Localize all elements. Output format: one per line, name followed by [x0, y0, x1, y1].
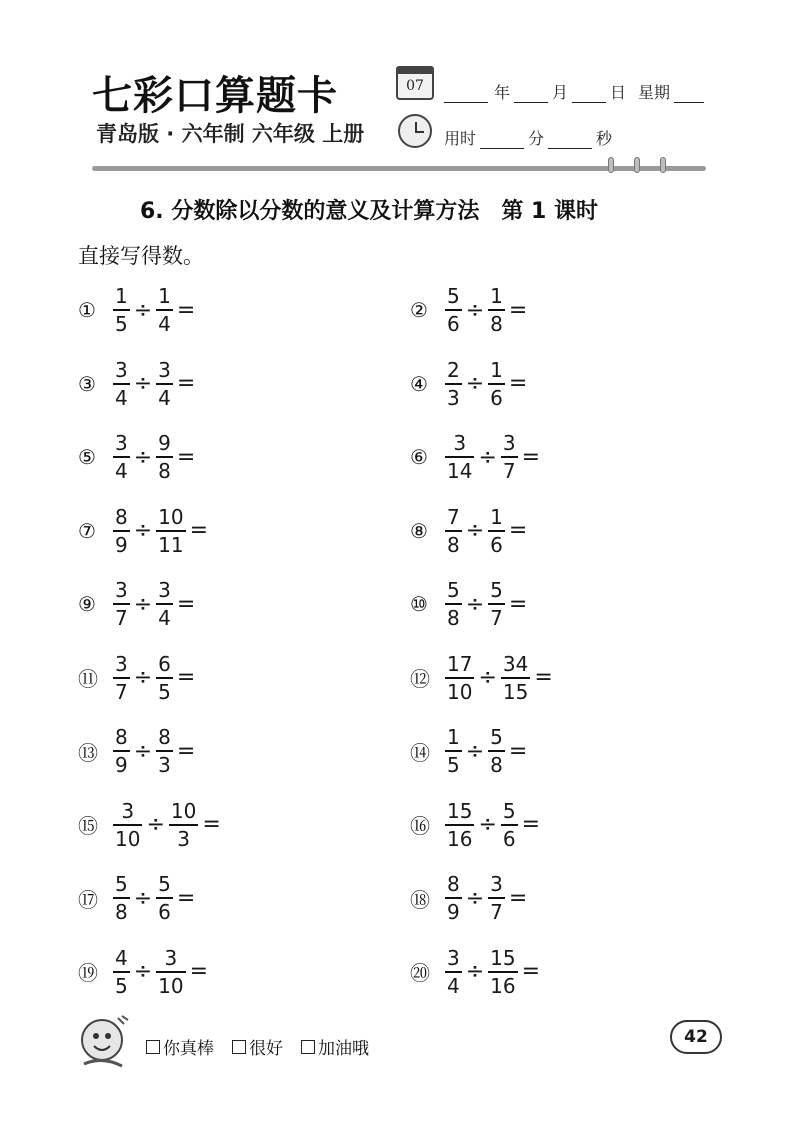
fraction-bar — [113, 309, 130, 311]
problem-number: ⑯ — [410, 814, 430, 838]
problem-number: ⑭ — [410, 740, 430, 765]
equals-sign: = — [508, 518, 528, 543]
fraction-bar — [445, 897, 462, 899]
fraction-bar — [113, 603, 130, 605]
fraction-dividend — [112, 284, 131, 336]
fraction-divisor — [487, 284, 506, 336]
numerator: 15 — [490, 945, 516, 970]
divide-sign: ÷ — [133, 665, 153, 690]
numerator: 3 — [115, 651, 128, 676]
fraction-dividend — [444, 284, 463, 336]
denominator: 6 — [490, 385, 503, 410]
fraction-bar — [445, 530, 462, 532]
denominator: 8 — [447, 532, 460, 557]
denominator: 4 — [158, 606, 171, 630]
denominator: 4 — [447, 973, 460, 998]
second-blank[interactable] — [548, 133, 592, 149]
fraction-divisor — [500, 431, 519, 483]
divide-sign: ÷ — [465, 297, 485, 323]
fraction-bar — [156, 530, 185, 532]
fraction-bar — [169, 824, 198, 826]
problem-number: ④ — [410, 371, 428, 396]
fraction-bar — [488, 309, 505, 311]
binder-ring-icon — [634, 157, 640, 173]
denominator: 16 — [447, 826, 473, 851]
equals-sign: = — [508, 885, 528, 911]
divide-sign: ÷ — [478, 665, 497, 690]
binder-ring-icon — [608, 157, 614, 173]
denominator: 9 — [115, 753, 128, 777]
fraction-divisor — [500, 652, 531, 704]
problem-item — [78, 280, 195, 340]
numerator: 6 — [158, 651, 171, 676]
fraction-bar — [113, 677, 130, 679]
numerator: 1 — [158, 284, 171, 308]
problem-item — [410, 501, 527, 561]
fraction-dividend — [444, 872, 463, 924]
problem-item — [78, 354, 195, 414]
fraction-bar — [445, 824, 474, 826]
numerator: 17 — [447, 651, 473, 676]
denominator: 7 — [490, 900, 503, 924]
equals-sign: = — [176, 444, 196, 470]
edition-label: 青岛版 · 六年制 六年级 上册 — [96, 122, 365, 146]
equals-sign: = — [508, 738, 528, 764]
fraction-divisor — [487, 946, 518, 998]
minute-blank[interactable] — [480, 133, 524, 149]
fraction-bar — [156, 383, 173, 385]
problem-number: ⑪ — [78, 667, 98, 691]
rating-label: 加油哦 — [318, 1039, 369, 1059]
numerator: 9 — [158, 431, 171, 455]
rating-option-great[interactable] — [146, 1034, 214, 1059]
fraction-bar — [156, 309, 173, 311]
fraction-bar — [156, 603, 173, 605]
fraction-divisor — [168, 799, 199, 851]
rating-option-keep-going[interactable] — [301, 1034, 369, 1059]
problem-number: ② — [410, 298, 428, 322]
denominator: 8 — [115, 900, 128, 924]
fraction-bar — [113, 530, 130, 532]
problem-item — [78, 574, 195, 634]
problem-item — [78, 648, 195, 708]
month-blank[interactable] — [514, 87, 548, 103]
fraction-bar — [113, 383, 130, 385]
fraction-bar — [445, 603, 462, 605]
fraction-dividend — [112, 652, 131, 704]
fraction-dividend — [112, 725, 131, 777]
problem-number: ③ — [78, 371, 96, 396]
numerator: 8 — [115, 725, 128, 749]
fraction-divisor — [155, 284, 174, 336]
problem-item — [78, 427, 195, 487]
numerator: 3 — [164, 945, 178, 970]
fraction-dividend — [112, 431, 131, 483]
denominator: 15 — [502, 679, 529, 704]
clock-icon — [398, 114, 432, 148]
month-label: 月 — [552, 83, 569, 102]
numerator: 7 — [447, 504, 460, 529]
equals-sign: = — [508, 297, 528, 323]
problem-item — [410, 721, 527, 781]
denominator: 7 — [502, 459, 516, 483]
numerator: 4 — [115, 945, 128, 970]
problem-number: ⑰ — [78, 887, 98, 912]
numerator: 5 — [158, 872, 171, 896]
divide-sign: ÷ — [465, 885, 485, 911]
problem-item — [410, 795, 540, 855]
numerator: 1 — [447, 725, 460, 749]
problem-item — [410, 942, 540, 1002]
divide-sign: ÷ — [478, 444, 497, 470]
fraction-bar — [445, 383, 462, 385]
numerator: 1 — [115, 284, 128, 308]
fraction-dividend — [112, 505, 131, 557]
numerator: 5 — [447, 284, 460, 308]
fraction-dividend — [444, 358, 463, 410]
denominator: 9 — [447, 900, 460, 924]
fraction-bar — [113, 456, 130, 458]
numerator: 3 — [115, 431, 128, 455]
fraction-divisor — [500, 799, 519, 851]
problem-number: ⑫ — [410, 667, 430, 691]
fraction-divisor — [487, 505, 506, 557]
calendar-label: 07 — [406, 78, 424, 94]
numerator: 8 — [447, 872, 460, 896]
divide-sign: ÷ — [465, 591, 485, 617]
fraction-divisor — [155, 652, 174, 704]
numerator: 3 — [121, 798, 135, 823]
fraction-divisor — [487, 725, 506, 777]
divide-sign: ÷ — [133, 959, 153, 984]
equals-sign: = — [534, 665, 553, 690]
rating-label: 很好 — [249, 1039, 283, 1059]
denominator: 14 — [447, 459, 473, 483]
denominator: 10 — [447, 679, 473, 704]
fraction-dividend — [444, 725, 463, 777]
numerator: 34 — [502, 651, 529, 676]
second-label: 秒 — [596, 129, 613, 148]
equals-sign: = — [176, 371, 196, 396]
problem-item — [410, 648, 553, 708]
fraction-bar — [113, 824, 142, 826]
numerator: 1 — [490, 284, 503, 308]
fraction-bar — [156, 677, 173, 679]
denominator: 8 — [158, 459, 171, 483]
mascot-icon — [72, 1010, 136, 1074]
fraction-bar — [156, 750, 173, 752]
equals-sign: = — [189, 518, 209, 543]
equals-sign: = — [521, 444, 541, 470]
fraction-bar — [445, 456, 474, 458]
equals-sign: = — [508, 371, 528, 396]
fraction-bar — [488, 897, 505, 899]
problem-number: ⑬ — [78, 740, 98, 765]
equals-sign: = — [189, 959, 209, 984]
numerator: 3 — [447, 945, 460, 970]
week-label: 星期 — [638, 83, 671, 102]
numerator: 5 — [490, 578, 503, 602]
problem-number: ⑩ — [410, 592, 428, 616]
equals-sign: = — [176, 297, 196, 323]
divide-sign: ÷ — [465, 371, 485, 396]
problem-item — [410, 868, 527, 928]
fraction-bar — [113, 971, 130, 973]
denominator: 4 — [115, 459, 128, 483]
divide-sign: ÷ — [133, 297, 153, 323]
denominator: 8 — [490, 312, 503, 336]
equals-sign: = — [202, 812, 221, 837]
denominator: 3 — [177, 826, 190, 851]
fraction-bar — [488, 971, 517, 973]
numerator: 10 — [170, 798, 197, 823]
instruction: 直接写得数。 — [78, 244, 204, 268]
year-blank[interactable] — [444, 87, 488, 103]
calendar-icon — [396, 66, 434, 100]
denominator: 6 — [502, 826, 516, 851]
denominator: 9 — [115, 532, 128, 557]
fraction-bar — [156, 456, 173, 458]
equals-sign: = — [176, 665, 196, 690]
fraction-divisor — [155, 505, 186, 557]
equals-sign: = — [176, 738, 196, 764]
fraction-dividend — [112, 799, 143, 851]
divide-sign: ÷ — [478, 812, 497, 837]
divide-sign: ÷ — [465, 518, 485, 543]
numerator: 3 — [158, 357, 171, 382]
denominator: 6 — [158, 900, 171, 924]
problem-number: ⑥ — [410, 445, 428, 469]
problem-item — [410, 280, 527, 340]
equals-sign: = — [176, 591, 196, 617]
divide-sign: ÷ — [133, 518, 153, 543]
self-rating — [146, 1034, 387, 1059]
problem-number: ⑮ — [78, 814, 98, 838]
divide-sign: ÷ — [133, 444, 153, 470]
numerator: 15 — [447, 798, 473, 823]
denominator: 7 — [115, 679, 128, 704]
problem-number: ⑲ — [78, 961, 98, 985]
fraction-divisor — [155, 358, 174, 410]
problem-item — [78, 721, 195, 781]
denominator: 5 — [115, 973, 128, 998]
divide-sign: ÷ — [465, 959, 485, 984]
fraction-divisor — [155, 872, 174, 924]
numerator: 3 — [502, 431, 516, 455]
fraction-divisor — [487, 872, 506, 924]
problem-item — [410, 427, 540, 487]
denominator: 4 — [158, 312, 171, 336]
denominator: 10 — [158, 973, 184, 998]
divide-sign: ÷ — [133, 371, 153, 396]
time-used-label: 用时 — [444, 129, 477, 148]
time-fill-row — [444, 126, 612, 149]
numerator: 3 — [453, 431, 467, 455]
fraction-bar — [501, 824, 518, 826]
fraction-bar — [445, 971, 462, 973]
problem-number: ⑦ — [78, 518, 96, 543]
denominator: 5 — [447, 753, 460, 777]
denominator: 3 — [158, 753, 171, 777]
numerator: 5 — [115, 872, 128, 896]
fraction-divisor — [487, 578, 506, 630]
equals-sign: = — [176, 885, 196, 911]
denominator: 4 — [158, 385, 171, 410]
equals-sign: = — [521, 812, 541, 837]
denominator: 10 — [115, 826, 141, 851]
fraction-bar — [501, 677, 530, 679]
checkbox[interactable] — [232, 1040, 246, 1054]
fraction-divisor — [155, 431, 174, 483]
numerator: 3 — [490, 872, 503, 896]
fraction-dividend — [112, 946, 131, 998]
lesson-title: 6. 分数除以分数的意义及计算方法 第 1 课时 — [140, 199, 598, 224]
fraction-bar — [156, 897, 173, 899]
fraction-bar — [488, 750, 505, 752]
binder-ring-icon — [660, 157, 666, 173]
fraction-divisor — [155, 946, 186, 998]
rating-option-good[interactable] — [232, 1034, 283, 1059]
fraction-bar — [488, 603, 505, 605]
denominator: 16 — [490, 973, 516, 998]
divide-sign: ÷ — [146, 812, 165, 837]
fraction-bar — [445, 677, 474, 679]
numerator: 5 — [490, 725, 503, 749]
problem-item — [410, 574, 527, 634]
problem-number: ⑱ — [410, 887, 430, 912]
numerator: 3 — [115, 357, 128, 382]
numerator: 2 — [447, 357, 460, 382]
fraction-dividend — [444, 578, 463, 630]
numerator: 3 — [115, 578, 128, 602]
numerator: 5 — [447, 578, 460, 602]
fraction-dividend — [444, 505, 463, 557]
numerator: 10 — [158, 504, 184, 529]
day-blank[interactable] — [572, 87, 606, 103]
fraction-bar — [113, 897, 130, 899]
denominator: 6 — [447, 312, 460, 336]
numerator: 5 — [502, 798, 516, 823]
fraction-dividend — [112, 358, 131, 410]
fraction-dividend — [444, 799, 475, 851]
denominator: 4 — [115, 385, 128, 410]
numerator: 8 — [115, 504, 128, 529]
problem-number: ⑧ — [410, 518, 428, 543]
problem-number: ⑨ — [78, 592, 96, 616]
denominator: 3 — [447, 385, 460, 410]
problem-item — [78, 942, 208, 1002]
fraction-bar — [501, 456, 518, 458]
fraction-divisor — [155, 578, 174, 630]
fraction-dividend — [112, 872, 131, 924]
divide-sign: ÷ — [133, 591, 153, 617]
fraction-dividend — [444, 431, 475, 483]
divide-sign: ÷ — [133, 885, 153, 911]
fraction-divisor — [155, 725, 174, 777]
week-blank[interactable] — [674, 87, 704, 103]
brand-logo: 七彩口算题卡 — [92, 73, 338, 119]
fraction-dividend — [444, 946, 463, 998]
day-label: 日 — [610, 83, 627, 102]
fraction-bar — [113, 750, 130, 752]
date-fill-row — [444, 80, 704, 103]
denominator: 7 — [115, 606, 128, 630]
denominator: 5 — [115, 312, 128, 336]
page-number: 42 — [670, 1020, 722, 1054]
problem-number: ⑳ — [410, 961, 430, 985]
checkbox[interactable] — [146, 1040, 160, 1054]
fraction-bar — [156, 971, 185, 973]
numerator: 3 — [158, 578, 171, 602]
fraction-bar — [488, 530, 505, 532]
numerator: 8 — [158, 725, 171, 749]
year-label: 年 — [494, 83, 511, 102]
denominator: 8 — [490, 753, 503, 777]
fraction-dividend — [444, 652, 475, 704]
denominator: 8 — [447, 606, 460, 630]
denominator: 7 — [490, 606, 503, 630]
denominator: 11 — [158, 532, 184, 557]
fraction-divisor — [487, 358, 506, 410]
numerator: 1 — [490, 504, 503, 529]
denominator: 6 — [490, 532, 503, 557]
problem-number: ① — [78, 298, 96, 322]
problem-item — [78, 868, 195, 928]
problem-item — [410, 354, 527, 414]
rating-label: 你真棒 — [163, 1039, 214, 1059]
fraction-bar — [488, 383, 505, 385]
checkbox[interactable] — [301, 1040, 315, 1054]
problem-item — [78, 795, 221, 855]
minute-label: 分 — [528, 129, 545, 148]
fraction-bar — [445, 309, 462, 311]
equals-sign: = — [508, 591, 528, 617]
divide-sign: ÷ — [133, 738, 153, 764]
fraction-dividend — [112, 578, 131, 630]
denominator: 5 — [158, 679, 171, 704]
numerator: 1 — [490, 357, 503, 382]
fraction-bar — [445, 750, 462, 752]
equals-sign: = — [521, 959, 541, 984]
problem-number: ⑤ — [78, 445, 96, 469]
problem-item — [78, 501, 208, 561]
divide-sign: ÷ — [465, 738, 485, 764]
